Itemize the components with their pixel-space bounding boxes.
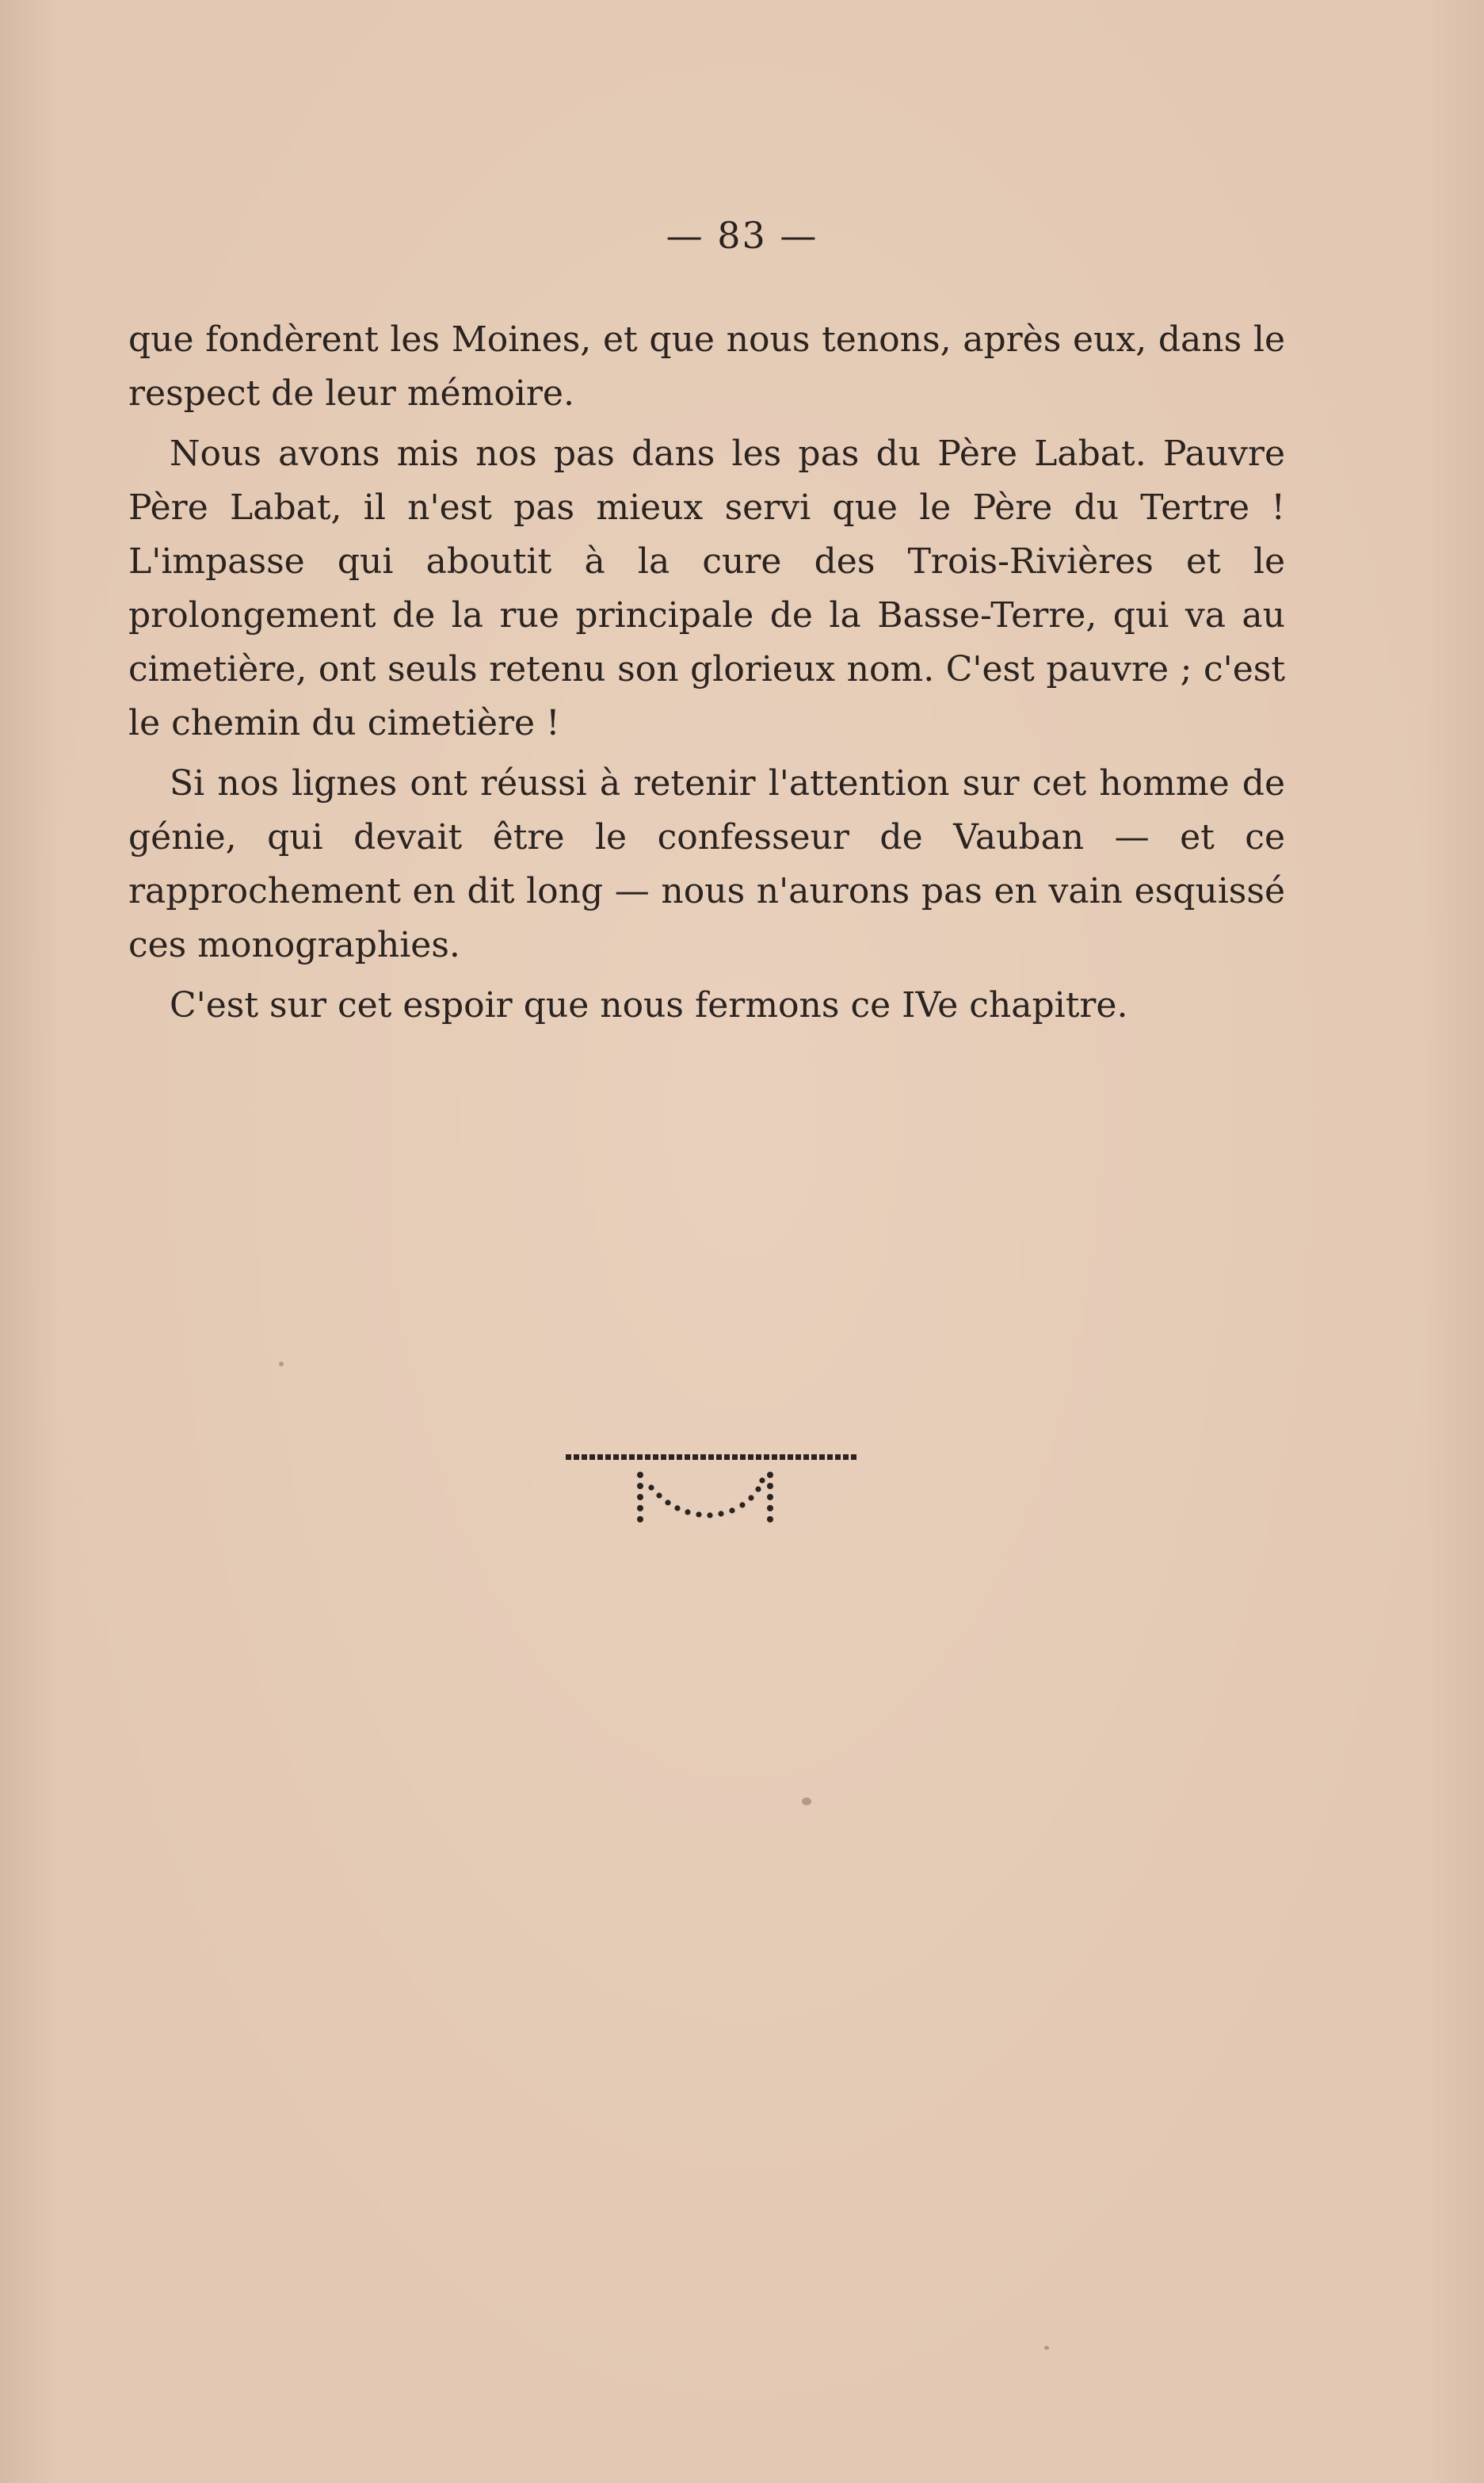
paper-speck xyxy=(802,1797,811,1805)
ornament-top-rule xyxy=(566,1454,856,1460)
paragraph-3: Si nos lignes ont réussi à retenir l'attention sur cet homme de génie, qui devait être le confesseur de Vauban — et ce rapprochement en dit long — nous n'aurons pas en vain esquissé ces monographies. xyxy=(128,763,1285,965)
paper-speck xyxy=(1044,2346,1049,2350)
paragraph-1: que fondèrent les Moines, et que nous tenons, après eux, dans le respect de leur mémoire. xyxy=(128,319,1285,414)
paper-speck xyxy=(279,1362,284,1366)
ornament-right-column xyxy=(767,1472,773,1522)
page-number: — 83 — xyxy=(666,214,818,257)
body-text xyxy=(128,313,1285,1039)
ornament-left-column xyxy=(637,1472,643,1522)
paragraph-4: C'est sur cet espoir que nous fermons ce IVe chapitre. xyxy=(170,985,1128,1026)
paragraph-2: Nous avons mis nos pas dans les pas du Père Labat. Pauvre Père Labat, il n'est pas mieux servi que le Père du Tertre ! L'impasse qui aboutit à la cure des Trois-Rivières et le prolongement de la rue principale de la Basse-Terre, qui va au cimetière, ont seuls retenu son glorieux nom. C'est pauvre ; c'est le chemin du cimetière ! xyxy=(128,434,1285,743)
dotted-cul-de-lampe-ornament-icon xyxy=(564,1454,859,1526)
ornament-swag xyxy=(648,1477,765,1518)
